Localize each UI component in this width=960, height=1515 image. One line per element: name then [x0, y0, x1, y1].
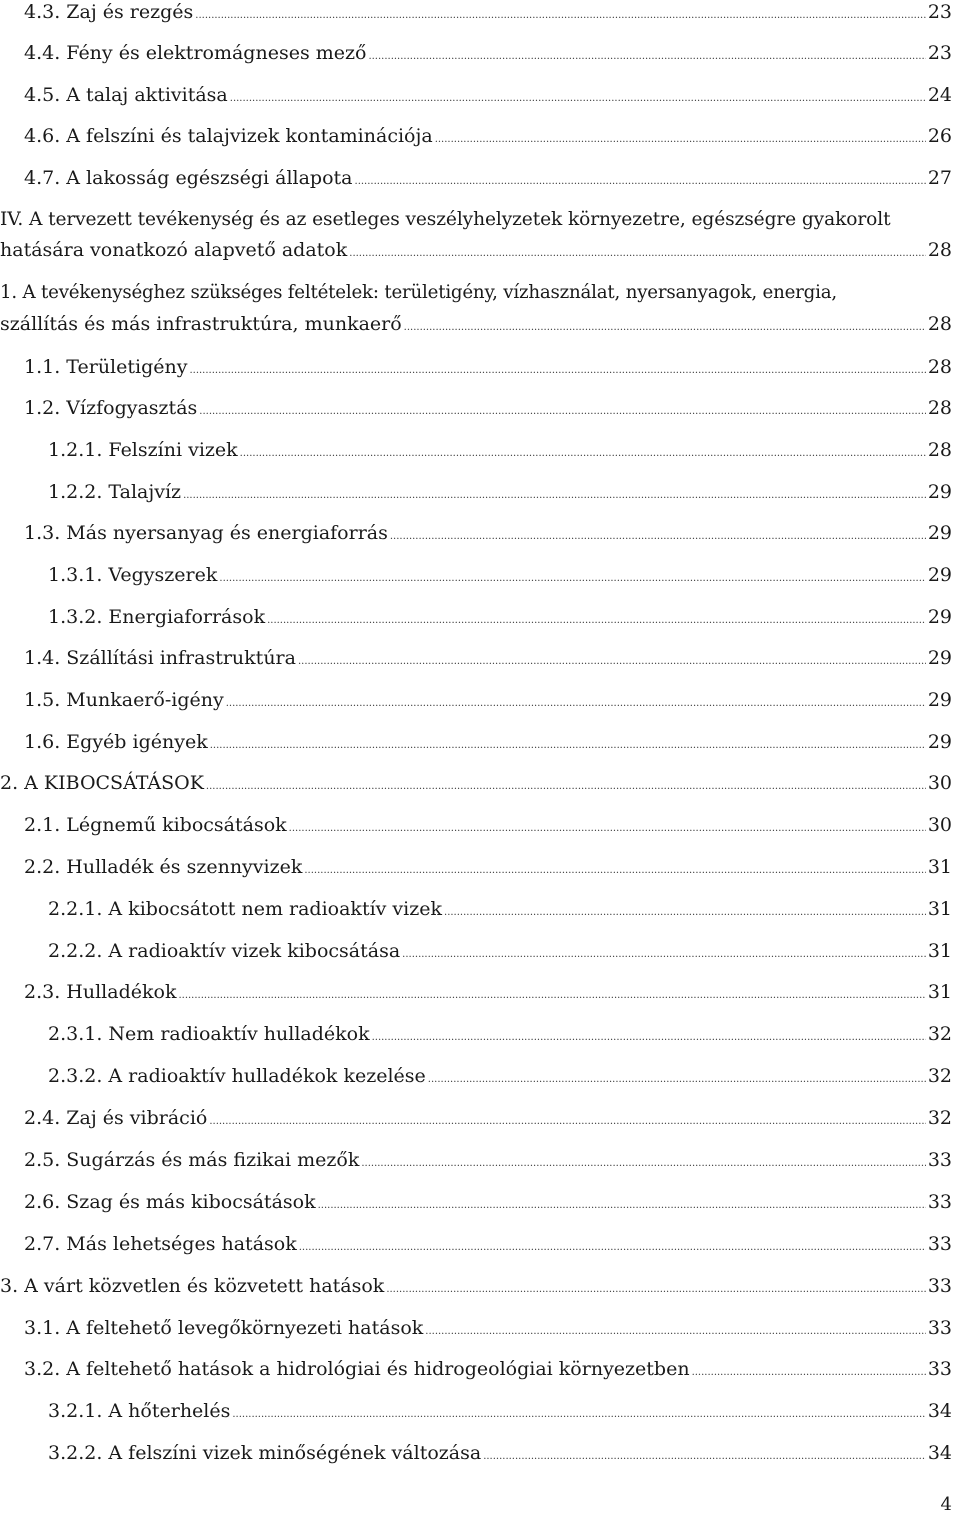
- toc-entry-label: 3.2.1. A hőterhelés: [48, 1400, 231, 1422]
- dot-leader: [349, 242, 926, 266]
- dot-leader: [232, 1403, 925, 1427]
- toc-entry[interactable]: [48, 1064, 952, 1092]
- toc-entry[interactable]: [48, 605, 952, 633]
- toc-entry-label: 2.7. Más lehetséges hatások: [24, 1233, 297, 1255]
- dot-leader: [386, 1278, 925, 1302]
- dot-leader: [298, 650, 926, 674]
- toc-entry-page: 33: [927, 1358, 952, 1380]
- toc-entry[interactable]: [24, 166, 952, 194]
- page-number: 4: [940, 1494, 952, 1515]
- toc-entry[interactable]: [24, 41, 952, 69]
- toc-entry-label-line1: 1. A tevékenységhez szükséges feltételek: területigény, vízhasználat, nyersanyagok, energia,: [0, 282, 837, 303]
- toc-entry-label: 1.2.1. Felszíni vizek: [48, 439, 238, 461]
- toc-entry-page: 31: [927, 898, 952, 920]
- toc-entry-page: 31: [927, 856, 952, 878]
- toc-entry-page: 28: [927, 439, 952, 461]
- toc-entry[interactable]: [0, 238, 952, 266]
- toc-entry[interactable]: [24, 396, 952, 424]
- toc-entry[interactable]: [24, 521, 952, 549]
- toc-entry[interactable]: [48, 1441, 952, 1469]
- dot-leader: [230, 87, 926, 111]
- dot-leader: [428, 1068, 926, 1092]
- toc-entry-label: 2.6. Szag és más kibocsátások: [24, 1191, 316, 1213]
- toc-entry-label: 1.2.2. Talajvíz: [48, 481, 182, 503]
- toc-entry[interactable]: [24, 813, 952, 841]
- toc-entry[interactable]: [48, 1399, 952, 1427]
- toc-entry-page: 31: [927, 940, 952, 962]
- toc-entry-label: 3. A várt közvetlen és közvetett hatások: [0, 1275, 385, 1297]
- toc-entry[interactable]: [24, 1357, 952, 1385]
- toc-entry-page: 28: [927, 239, 952, 261]
- dot-leader: [199, 400, 926, 424]
- toc-entry[interactable]: [48, 1022, 952, 1050]
- toc-entry-label-line2: hatására vonatkozó alapvető adatok: [0, 239, 348, 261]
- toc-entry-page: 28: [927, 313, 952, 335]
- toc-entry-label: 2.3.2. A radioaktív hulladékok kezelése: [48, 1065, 426, 1087]
- toc-entry-page: 23: [927, 42, 952, 64]
- toc-entry[interactable]: [24, 355, 952, 383]
- dot-leader: [444, 901, 926, 925]
- dot-leader: [189, 359, 925, 383]
- toc-entry-label: 2.2. Hulladék és szennyvizek: [24, 856, 303, 878]
- toc-entry-label: 2.5. Sugárzás és más fizikai mezők: [24, 1149, 360, 1171]
- toc-entry-page: 29: [927, 606, 952, 628]
- toc-entry[interactable]: [48, 563, 952, 591]
- toc-entry-label: 3.2.2. A felszíni vizek minőségének változása: [48, 1442, 482, 1464]
- dot-leader: [226, 692, 926, 716]
- dot-leader: [289, 817, 926, 841]
- toc-entry[interactable]: [24, 0, 952, 28]
- toc-entry-page: 32: [927, 1065, 952, 1087]
- toc-entry-page: 28: [927, 356, 952, 378]
- toc-entry[interactable]: [24, 1106, 952, 1134]
- toc-entry[interactable]: [24, 1148, 952, 1176]
- toc-entry-label: 1.3.1. Vegyszerek: [48, 564, 218, 586]
- toc-entry-page: 28: [927, 397, 952, 419]
- dot-leader: [267, 609, 926, 633]
- toc-entry-label: 4.7. A lakosság egészségi állapota: [24, 167, 353, 189]
- toc-entry-label: 1.6. Egyéb igények: [24, 731, 208, 753]
- dot-leader: [183, 484, 926, 508]
- dot-leader: [483, 1445, 926, 1469]
- toc-entry[interactable]: [48, 480, 952, 508]
- dot-leader: [318, 1194, 926, 1218]
- toc-entry-label: 4.4. Fény és elektromágneses mező: [24, 42, 367, 64]
- toc-entry-label: 4.3. Zaj és rezgés: [24, 1, 194, 23]
- dot-leader: [240, 442, 926, 466]
- toc-entry-label-line2: szállítás és más infrastruktúra, munkaerő: [0, 313, 402, 335]
- toc-entry-label: 1.5. Munkaerő-igény: [24, 689, 224, 711]
- toc-entry-page: 27: [927, 167, 952, 189]
- toc-entry-page: 23: [927, 1, 952, 23]
- toc-entry-page: 29: [927, 481, 952, 503]
- dot-leader: [178, 984, 925, 1008]
- dot-leader: [692, 1361, 926, 1385]
- toc-entry-label: 3.2. A feltehető hatások a hidrológiai és hidrogeológiai környezetben: [24, 1358, 690, 1380]
- toc-entry-label: 2.2.2. A radioaktív vizek kibocsátása: [48, 940, 401, 962]
- toc-entry-page: 29: [927, 522, 952, 544]
- toc-entry[interactable]: [0, 1274, 952, 1302]
- toc-entry-page: 30: [927, 772, 952, 794]
- toc-entry-label: 1.1. Területigény: [24, 356, 188, 378]
- dot-leader: [209, 1110, 925, 1134]
- toc-entry[interactable]: [24, 1316, 952, 1344]
- toc-entry-page: 33: [927, 1317, 952, 1339]
- toc-entry-label: 2.1. Légnemű kibocsátások: [24, 814, 287, 836]
- toc-entry-label: 2.3.1. Nem radioaktív hulladékok: [48, 1023, 370, 1045]
- toc-entry-page: 29: [927, 731, 952, 753]
- toc-entry-page: 33: [927, 1275, 952, 1297]
- toc-entry-page: 30: [927, 814, 952, 836]
- toc-entry[interactable]: [24, 980, 952, 1008]
- dot-leader: [390, 525, 926, 549]
- toc-entry-page: 33: [927, 1191, 952, 1213]
- dot-leader: [425, 1320, 926, 1344]
- toc-entry[interactable]: [24, 124, 952, 152]
- toc-entry-page: 29: [927, 689, 952, 711]
- dot-leader: [435, 128, 926, 152]
- dot-leader: [404, 316, 926, 340]
- toc-entry[interactable]: [48, 438, 952, 466]
- toc-entry-page: 32: [927, 1023, 952, 1045]
- toc-entry[interactable]: [48, 939, 952, 967]
- toc-entry[interactable]: [24, 1232, 952, 1260]
- toc-entry-page: 34: [927, 1400, 952, 1422]
- toc-entry-page: 26: [927, 125, 952, 147]
- toc-entry-label-line1: IV. A tervezett tevékenység és az esetleges veszélyhelyzetek környezetre, egészségre gyakorolt: [0, 209, 891, 230]
- toc-entry-label: 1.3. Más nyersanyag és energiaforrás: [24, 522, 388, 544]
- dot-leader: [304, 859, 925, 883]
- toc-entry[interactable]: [24, 83, 952, 111]
- toc-entry-label: 2.2.1. A kibocsátott nem radioaktív vizek: [48, 898, 443, 920]
- toc-entry-label: 2. A KIBOCSÁTÁSOK: [0, 772, 204, 794]
- toc-entry-label: 4.5. A talaj aktivitása: [24, 84, 228, 106]
- toc-entry-page: 33: [927, 1233, 952, 1255]
- toc-entry[interactable]: [24, 688, 952, 716]
- dot-leader: [361, 1152, 925, 1176]
- toc-entry-label: 2.3. Hulladékok: [24, 981, 177, 1003]
- dot-leader: [355, 170, 926, 194]
- toc-entry[interactable]: [24, 1190, 952, 1218]
- toc-entry[interactable]: [0, 312, 952, 340]
- dot-leader: [299, 1236, 926, 1260]
- toc-entry-label: 4.6. A felszíni és talajvizek kontaminációja: [24, 125, 433, 147]
- dot-leader: [368, 45, 925, 69]
- toc-entry[interactable]: [24, 855, 952, 883]
- toc-entry[interactable]: [24, 730, 952, 758]
- dot-leader: [210, 734, 926, 758]
- toc-entry-page: 29: [927, 647, 952, 669]
- toc-entry-page: 24: [927, 84, 952, 106]
- toc-entry-page: 32: [927, 1107, 952, 1129]
- toc-entry-page: 29: [927, 564, 952, 586]
- dot-leader: [402, 943, 926, 967]
- toc-entry[interactable]: [48, 897, 952, 925]
- toc-entry[interactable]: [0, 771, 952, 799]
- dot-leader: [206, 775, 926, 799]
- toc-entry[interactable]: [24, 646, 952, 674]
- toc-entry-label: 2.4. Zaj és vibráció: [24, 1107, 208, 1129]
- toc-entry-page: 31: [927, 981, 952, 1003]
- toc-entry-page: 33: [927, 1149, 952, 1171]
- toc-entry-label: 1.2. Vízfogyasztás: [24, 397, 198, 419]
- dot-leader: [219, 567, 925, 591]
- dot-leader: [372, 1026, 926, 1050]
- dot-leader: [195, 4, 926, 28]
- toc-entry-label: 3.1. A feltehető levegőkörnyezeti hatások: [24, 1317, 424, 1339]
- toc-entry-page: 34: [927, 1442, 952, 1464]
- toc-entry-label: 1.4. Szállítási infrastruktúra: [24, 647, 296, 669]
- toc-entry-label: 1.3.2. Energiaforrások: [48, 606, 266, 628]
